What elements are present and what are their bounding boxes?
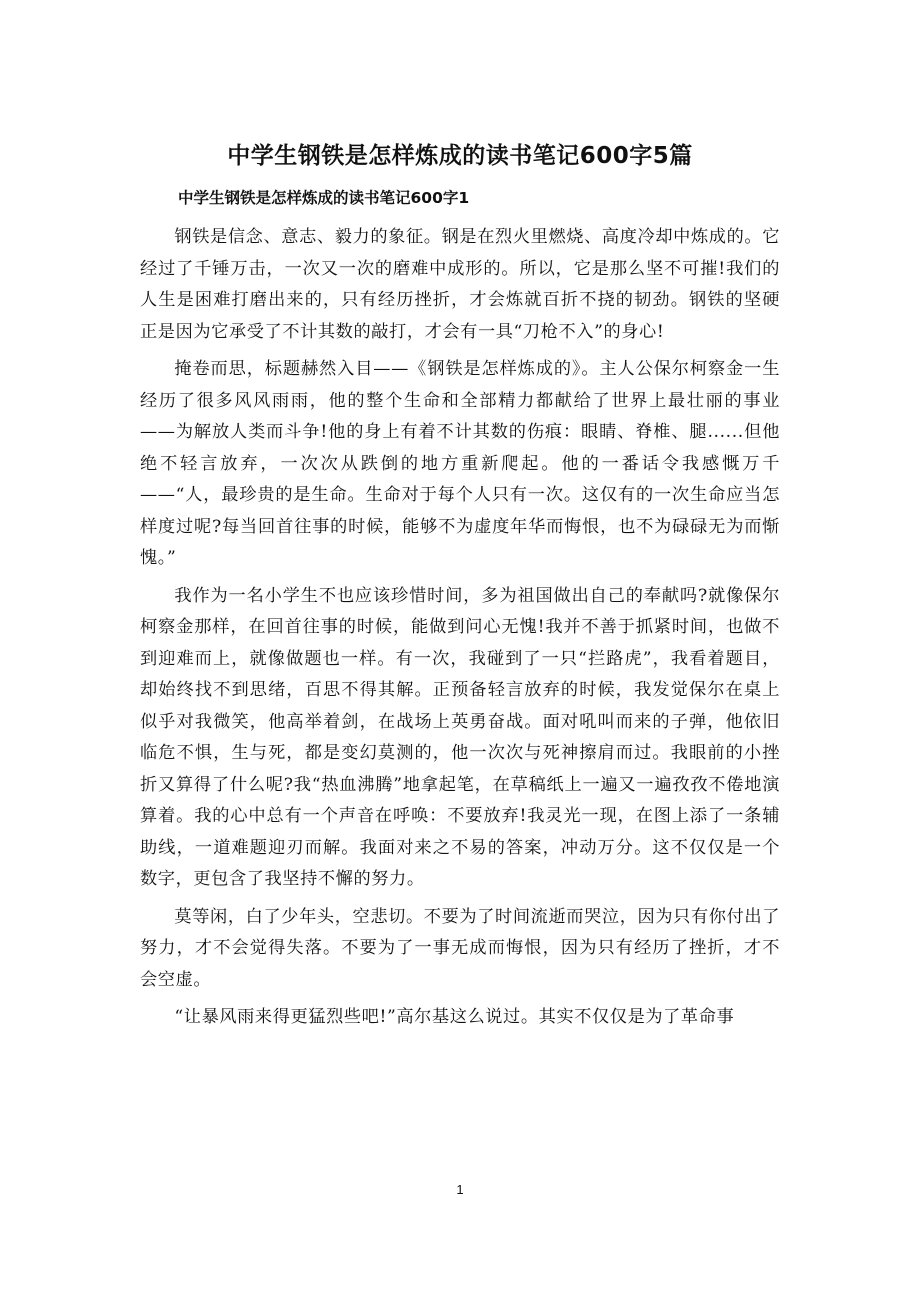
section-heading: 中学生钢铁是怎样炼成的读书笔记600字1 bbox=[178, 189, 470, 207]
paragraph-3: 我作为一名小学生不也应该珍惜时间，多为祖国做出自己的奉献吗?就像保尔柯察金那样，在回首往事的时候，能做到问心无愧!我并不善于抓紧时间，也做不到迎难而上，就像做题也一样。有一次，我碰到了一只“拦路虎”，我看着题目，却始终找不到思绪，百思不得其解。正预备轻言放弃的时候，我发觉保尔在桌上似乎对我微笑，他高举着剑，在战场上英勇奋战。面对吼叫而来的子弹，他依旧临危不惧，生与死，都是变幻莫测的，他一次次与死神擦肩而过。我眼前的小挫折又算得了什么呢?我“热血沸腾”地拿起笔，在草稿纸上一遍又一遍孜孜不倦地演算着。我的心中总有一个声音在呼唤：不要放弃!我灵光一现，在图上添了一条辅助线，一道难题迎刃而解。我面对来之不易的答案，冲动万分。这不仅仅是一个数字，更包含了我坚持不懈的努力。 bbox=[140, 585, 780, 889]
paragraph-1: 钢铁是信念、意志、毅力的象征。钢是在烈火里燃烧、高度冷却中炼成的。它经过了千锤万击，一次又一次的磨难中成形的。所以，它是那么坚不可摧!我们的人生是困难打磨出来的，只有经历挫折，才会炼就百折不挠的韧劲。钢铁的坚硬正是因为它承受了不计其数的敲打，才会有一具“刀枪不入”的身心! bbox=[140, 227, 780, 342]
document-body bbox=[140, 222, 780, 1040]
paragraph-4: 莫等闲，白了少年头，空悲切。不要为了时间流逝而哭泣，因为只有你付出了努力，才不会觉得失落。不要为了一事无成而悔恨，因为只有经历了挫折，才不会空虚。 bbox=[140, 906, 780, 990]
document-title: 中学生钢铁是怎样炼成的读书笔记600字5篇 bbox=[227, 143, 693, 169]
paragraph-5: “让暴风雨来得更猛烈些吧!”高尔基这么说过。其实不仅仅是为了革命事 bbox=[174, 1007, 735, 1027]
page-number: 1 bbox=[456, 1182, 464, 1197]
paragraph-2: 掩卷而思，标题赫然入目——《钢铁是怎样炼成的》。主人公保尔柯察金一生经历了很多风风雨雨，他的整个生命和全部精力都献给了世界上最壮丽的事业——为解放人类而斗争!他的身上有着不计其数的伤痕：眼睛、脊椎、腿......但他绝不轻言放弃，一次次从跌倒的地方重新爬起。他的一番话令我感慨万千——“人，最珍贵的是生命。生命对于每个人只有一次。这仅有的一次生命应当怎样度过呢?每当回首往事的时候，能够不为虚度年华而悔恨，也不为碌碌无为而惭愧。” bbox=[140, 359, 780, 568]
